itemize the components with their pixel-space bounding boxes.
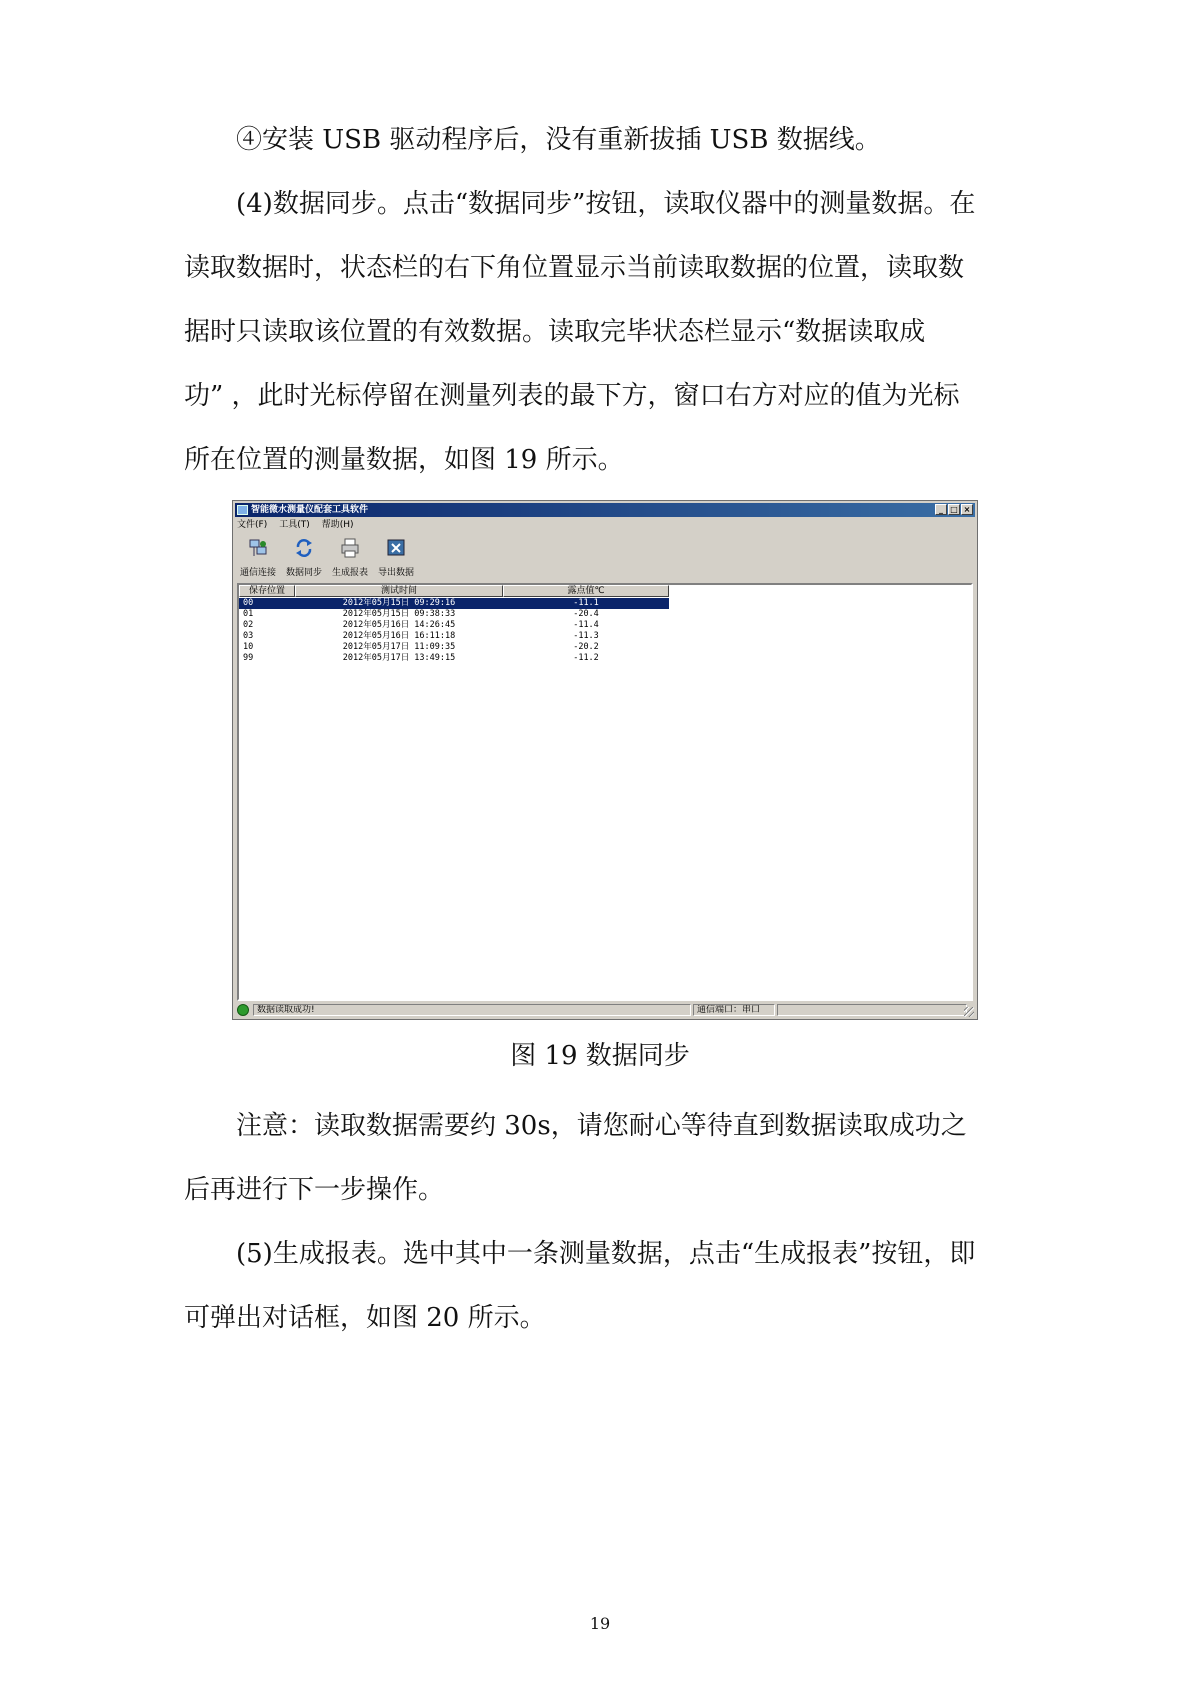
status-empty-pane [777, 1004, 967, 1016]
text-line: 注意：读取数据需要约 30s，请您耐心等待直到数据读取成功之 [236, 1111, 967, 1141]
text-line: 后再进行下一步操作。 [184, 1175, 445, 1205]
text-line: 功” ，此时光标停留在测量列表的最下方，窗口右方对应的值为光标 [184, 381, 960, 411]
list-header [239, 585, 669, 597]
paragraph-generate-report [184, 1222, 1030, 1350]
cell-dewpoint: -11.3 [573, 631, 599, 641]
toolbar [237, 535, 417, 581]
cell-dewpoint: -11.2 [573, 653, 599, 663]
paragraph-usb-note [184, 108, 1082, 172]
column-header-time[interactable]: 测试时间 [295, 585, 503, 597]
menu-help[interactable]: 帮助(H) [321, 520, 354, 530]
cell-time: 2012年05月15日 09:29:16 [342, 598, 456, 608]
connection-status-light-icon [237, 1004, 249, 1016]
printer-icon [340, 537, 360, 559]
table-row[interactable] [239, 609, 669, 620]
text-line: (4)数据同步。点击“数据同步”按钮，读取仪器中的测量数据。在 [236, 189, 976, 219]
cell-time: 2012年05月16日 16:11:18 [342, 631, 456, 641]
status-port: 通信端口：串口 [693, 1004, 775, 1016]
text-line: (5)生成报表。选中其中一条测量数据，点击“生成报表”按钮，即 [236, 1239, 976, 1269]
cell-position: 01 [243, 609, 254, 619]
cell-dewpoint: -20.2 [573, 642, 599, 652]
software-window-screenshot [232, 500, 978, 1020]
measurement-list[interactable] [237, 583, 973, 1001]
report-button-label: 生成报表 [331, 568, 368, 578]
table-row[interactable] [239, 620, 669, 631]
connect-button-label: 通信连接 [239, 568, 276, 578]
cell-dewpoint: -11.1 [573, 598, 599, 608]
text-line: 据时只读取该位置的有效数据。读取完毕状态栏显示“数据读取成 [184, 317, 926, 347]
connect-button[interactable] [237, 535, 279, 581]
table-row[interactable] [239, 653, 669, 664]
cell-position: 99 [243, 653, 254, 663]
figure-caption: 图 19 数据同步 [510, 1041, 690, 1071]
status-bar [235, 1002, 975, 1018]
cell-time: 2012年05月17日 13:49:15 [342, 653, 456, 663]
cell-time: 2012年05月17日 11:09:35 [342, 642, 456, 652]
window-titlebar [235, 503, 975, 517]
cell-position: 00 [243, 598, 254, 608]
minimize-button[interactable]: _ [935, 504, 947, 515]
cell-dewpoint: -11.4 [573, 620, 599, 630]
sync-button-label: 数据同步 [285, 568, 322, 578]
window-title: 智能微水测量仪配套工具软件 [251, 505, 369, 515]
menu-tools[interactable]: 工具(T) [279, 520, 310, 530]
menu-bar [237, 519, 354, 532]
network-connect-icon [248, 537, 268, 559]
paragraph-data-sync [184, 172, 1030, 492]
close-button[interactable]: × [961, 504, 973, 515]
table-row[interactable] [239, 642, 669, 653]
table-row[interactable] [239, 631, 669, 642]
text-line: 可弹出对话框，如图 20 所示。 [184, 1303, 546, 1333]
cell-time: 2012年05月15日 09:38:33 [342, 609, 456, 619]
sync-icon [294, 537, 314, 559]
resize-grip-icon[interactable] [964, 1007, 974, 1017]
export-button[interactable] [375, 535, 417, 581]
report-button[interactable] [329, 535, 371, 581]
cell-position: 10 [243, 642, 254, 652]
cell-position: 03 [243, 631, 254, 641]
column-header-position[interactable]: 保存位置 [239, 585, 295, 597]
cell-dewpoint: -20.4 [573, 609, 599, 619]
text-line: 所在位置的测量数据，如图 19 所示。 [184, 445, 624, 475]
maximize-button[interactable]: □ [948, 504, 960, 515]
export-button-label: 导出数据 [377, 568, 414, 578]
text-line: ④安装 USB 驱动程序后，没有重新拔插 USB 数据线。 [236, 125, 881, 155]
status-message: 数据读取成功! [253, 1004, 691, 1016]
menu-file[interactable]: 文件(F) [237, 520, 268, 530]
excel-export-icon [386, 537, 406, 559]
cell-position: 02 [243, 620, 254, 630]
paragraph-note [184, 1094, 1030, 1222]
column-header-dewpoint[interactable]: 露点值℃ [503, 585, 669, 597]
app-icon [237, 505, 248, 515]
table-row[interactable] [239, 598, 669, 609]
text-line: 读取数据时，状态栏的右下角位置显示当前读取数据的位置，读取数 [184, 253, 965, 283]
sync-button[interactable] [283, 535, 325, 581]
cell-time: 2012年05月16日 14:26:45 [342, 620, 456, 630]
page-number: 19 [589, 1614, 611, 1633]
